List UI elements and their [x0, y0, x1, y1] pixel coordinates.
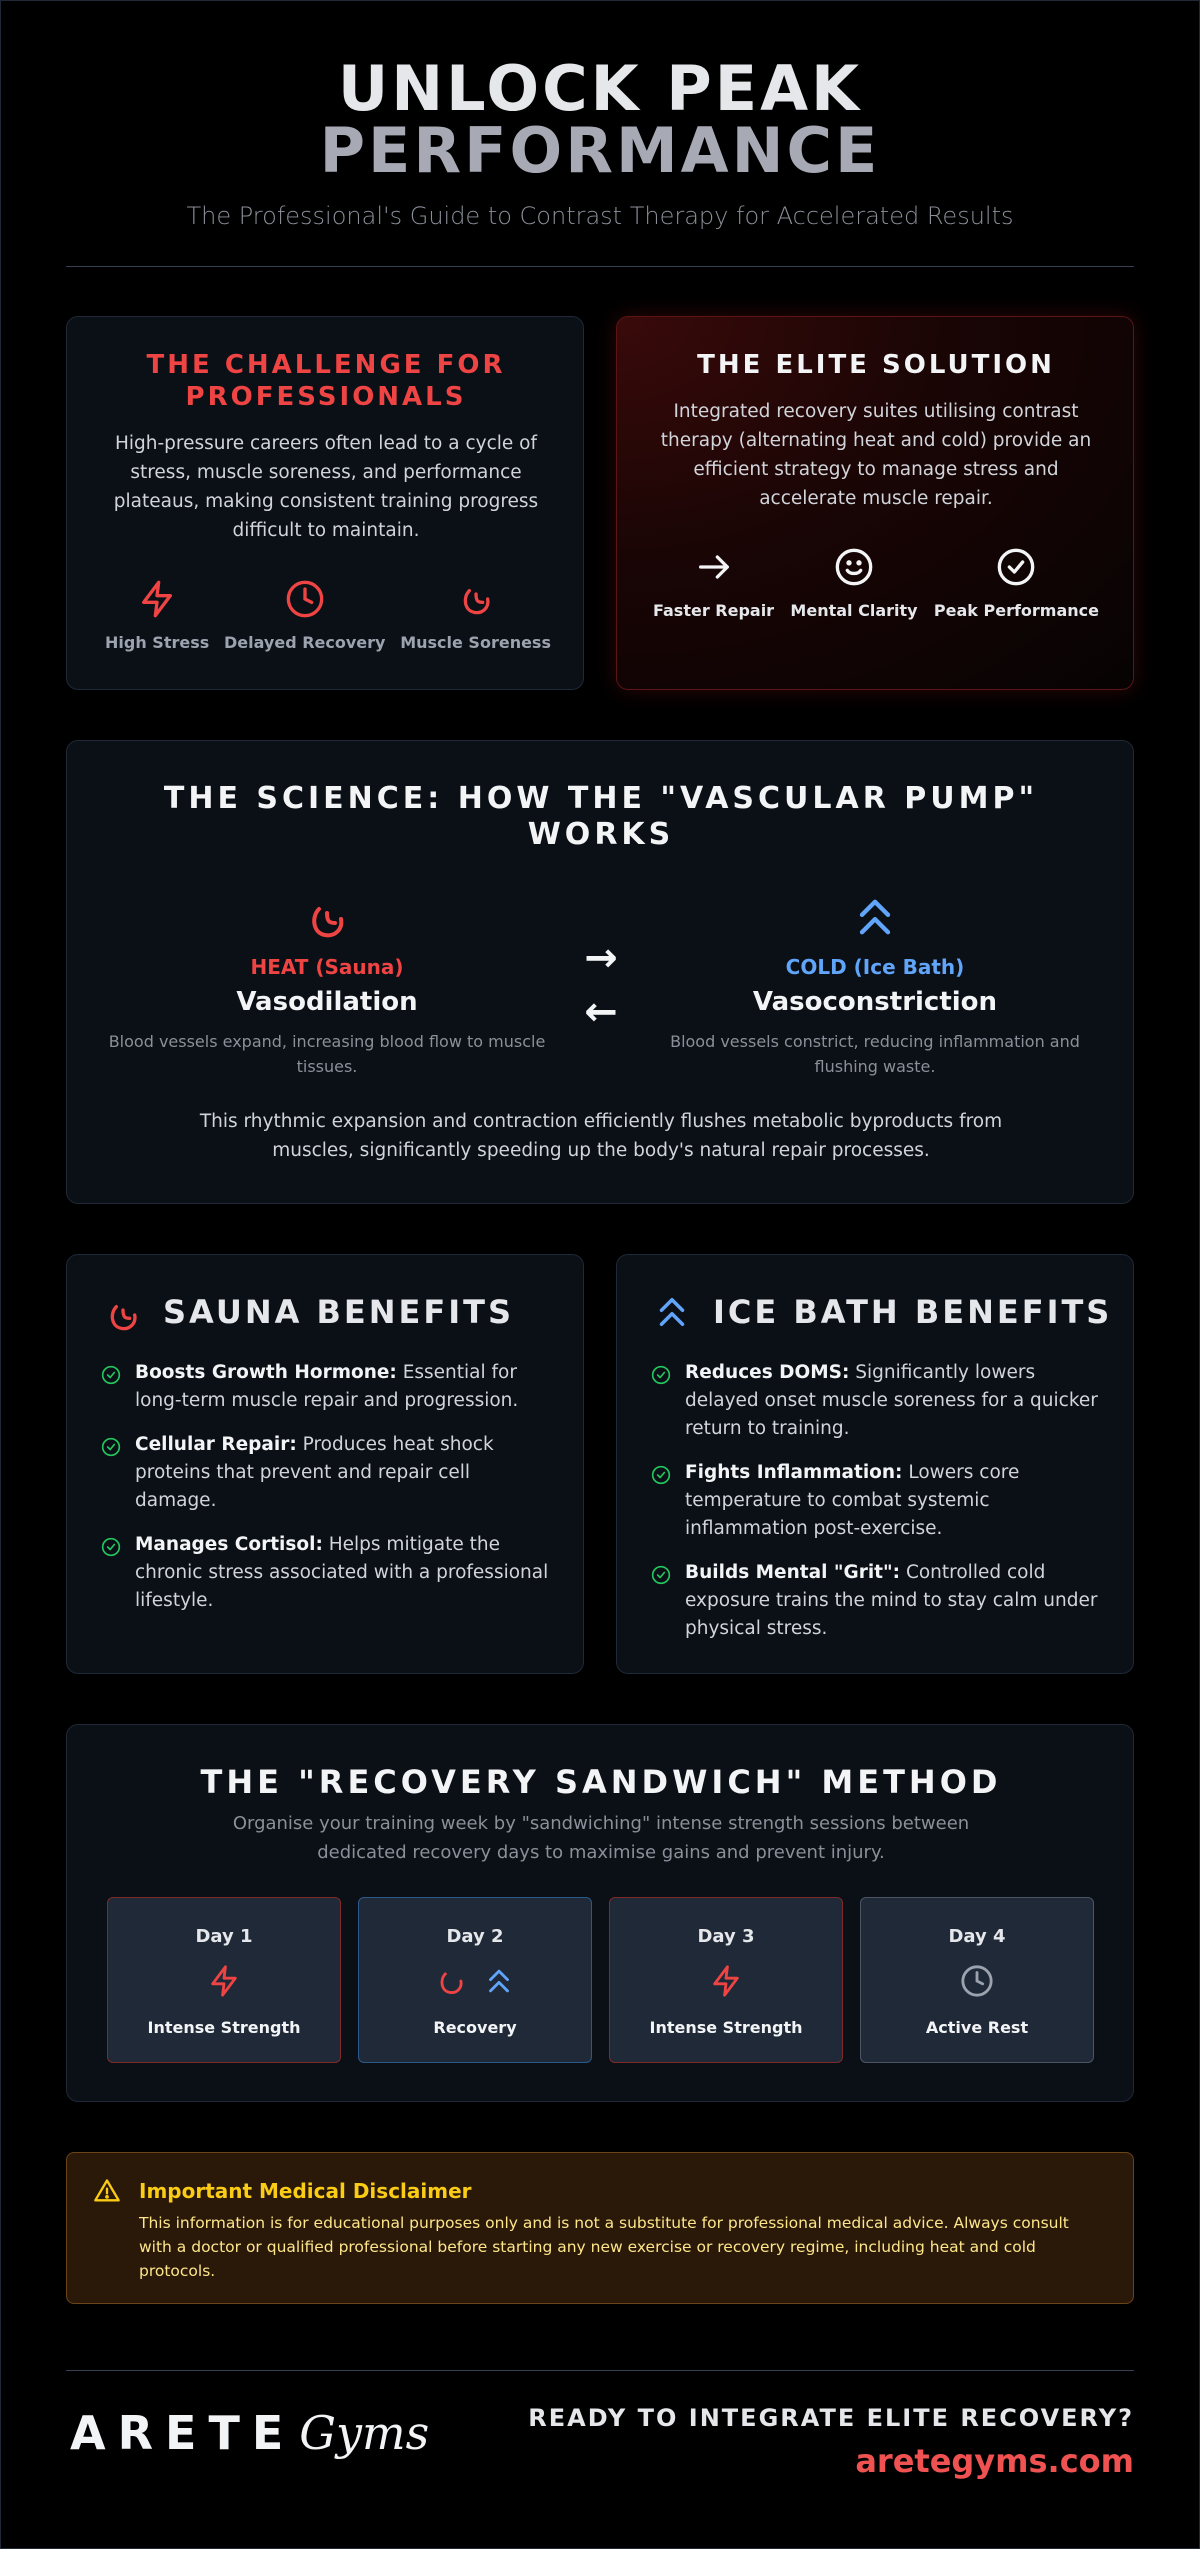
benefit-text: Essential for long-term muscle repair and progression. [135, 1362, 519, 1411]
icon-label: Delayed Recovery [223, 633, 386, 652]
recovery-sandwich-card [66, 1724, 1134, 2102]
day-title: Day 1 [195, 1926, 253, 1947]
benefit-text: Controlled cold exposure trains the mind to stay calm under physical stress. [685, 1562, 1098, 1639]
logo-wordmark: ARETE [70, 2406, 296, 2460]
science-title: THE SCIENCE: HOW THE "VASCULAR PUMP" WORKS [163, 781, 1039, 852]
heat-name: Vasodilation [236, 987, 418, 1017]
day-card-4 [860, 1897, 1094, 2063]
disclaimer-title: Important Medical Disclaimer [139, 2179, 472, 2203]
challenge-text: High-pressure careers often lead to a cycle of stress, muscle soreness, and performance plateaus, making consistent training progress difficult to maintain. [113, 433, 539, 541]
sandwich-title: THE "RECOVERY SANDWICH" METHOD [200, 1763, 1002, 1801]
clock-icon [285, 579, 325, 619]
day-card-2 [358, 1897, 592, 2063]
sauna-benefits-title: SAUNA BENEFITS [163, 1293, 515, 1331]
page-title [66, 52, 1134, 187]
day-label: Intense Strength [147, 2018, 301, 2037]
flame-icon [456, 579, 496, 619]
day-icon-wrap [359, 1964, 591, 1998]
heat-column [107, 895, 547, 1079]
check-circle-icon [651, 1365, 671, 1385]
challenge-card [66, 316, 584, 690]
flame-icon [434, 1964, 468, 1998]
icon-label: Muscle Soreness [400, 633, 551, 652]
smile-icon [834, 547, 874, 587]
check-circle-icon [651, 1465, 671, 1485]
day-card-3 [609, 1897, 843, 2063]
flame-icon [303, 895, 351, 943]
icon-label: High Stress [105, 633, 210, 652]
benefit-text: Lowers core temperature to combat systemic inflammation post-exercise. [685, 1462, 1020, 1539]
logo-script: Gyms [299, 2406, 430, 2460]
day-title: Day 3 [697, 1926, 755, 1947]
check-circle-icon [651, 1565, 671, 1585]
lightning-icon [137, 579, 177, 619]
double-chevron-up-icon [849, 891, 901, 943]
benefit-heading: Builds Mental "Grit": [685, 1562, 901, 1583]
challenge-title: THE CHALLENGE FOR PROFESSIONALS [146, 350, 506, 412]
arrow-right-icon [694, 547, 734, 587]
arete-gyms-logo [70, 2406, 429, 2460]
cold-column [655, 891, 1095, 1079]
exchange-arrows [575, 931, 627, 1039]
cold-desc: Blood vessels constrict, reducing inflammation and flushing waste. [670, 1032, 1080, 1076]
icon-label: Faster Repair [653, 601, 775, 620]
list-item [101, 1359, 553, 1415]
arrow-right-icon: → [584, 935, 618, 981]
medical-disclaimer [66, 2152, 1134, 2304]
benefit-heading: Manages Cortisol: [135, 1534, 323, 1555]
ice-bath-benefits-list [651, 1359, 1103, 1659]
ice-bath-benefits-title: ICE BATH BENEFITS [713, 1293, 1113, 1331]
solution-item-mental-clarity [790, 547, 917, 620]
check-circle-icon [101, 1365, 121, 1385]
warning-icon [93, 2177, 121, 2205]
website-link[interactable]: aretegyms.com [855, 2442, 1134, 2480]
list-item [101, 1531, 553, 1615]
solution-card [616, 316, 1134, 690]
list-item [651, 1359, 1103, 1443]
day-title: Day 2 [446, 1926, 504, 1947]
day-icon-wrap [610, 1964, 842, 1998]
day-label: Recovery [433, 2018, 517, 2037]
challenge-icons [105, 579, 551, 652]
sauna-benefits-list [101, 1359, 553, 1631]
title-line-2: PERFORMANCE [319, 114, 881, 187]
science-card [66, 740, 1134, 1204]
solution-title: THE ELITE SOLUTION [697, 350, 1055, 380]
double-chevron-up-icon [482, 1964, 516, 1998]
disclaimer-text: This information is for educational purposes only and is not a substitute for professional medical advice. Always consult with a doctor or qualified professional before starting any new exercise or recovery regime, including heat and cold protocols. [139, 2214, 1069, 2280]
benefit-text: Produces heat shock proteins that prevent and repair cell damage. [135, 1434, 494, 1511]
challenge-item-muscle-soreness [400, 579, 551, 652]
solution-text: Integrated recovery suites utilising contrast therapy (alternating heat and cold) provide an efficient strategy to manage stress and accelerate muscle repair. [660, 401, 1092, 509]
page-subtitle: The Professional's Guide to Contrast Therapy for Accelerated Results [186, 202, 1014, 230]
cta-heading: READY TO INTEGRATE ELITE RECOVERY? [528, 2404, 1134, 2432]
check-circle-icon [101, 1437, 121, 1457]
sandwich-subtitle: Organise your training week by "sandwiching" intense strength sessions between dedicated recovery days to maximise gains and prevent injury. [232, 1813, 970, 1863]
title-line-1: UNLOCK PEAK [337, 52, 863, 125]
cold-name: Vasoconstriction [752, 987, 998, 1017]
solution-item-faster-repair [653, 547, 774, 620]
day-card-1 [107, 1897, 341, 2063]
benefit-text: Significantly lowers delayed onset muscle soreness for a quicker return to training. [685, 1362, 1098, 1439]
day-icon-wrap [108, 1964, 340, 1998]
icon-label: Mental Clarity [790, 601, 918, 620]
list-item [651, 1459, 1103, 1543]
benefit-heading: Cellular Repair: [135, 1434, 297, 1455]
cold-tag: COLD (Ice Bath) [785, 955, 965, 979]
solution-icons [653, 547, 1099, 620]
divider [66, 2370, 1134, 2371]
heat-desc: Blood vessels expand, increasing blood flow to muscle tissues. [108, 1032, 546, 1076]
day-label: Active Rest [925, 2018, 1029, 2037]
day-title: Day 4 [948, 1926, 1006, 1947]
benefit-heading: Fights Inflammation: [685, 1462, 903, 1483]
benefit-heading: Reduces DOMS: [685, 1362, 850, 1383]
lightning-icon [709, 1964, 743, 1998]
clock-icon [960, 1964, 994, 1998]
benefit-text: Helps mitigate the chronic stress associated with a professional lifestyle. [135, 1534, 549, 1611]
challenge-item-delayed-recovery [224, 579, 385, 652]
day-label: Intense Strength [649, 2018, 803, 2037]
sauna-benefits-card [66, 1254, 584, 1674]
ice-bath-benefits-card [616, 1254, 1134, 1674]
benefit-heading: Boosts Growth Hormone: [135, 1362, 397, 1383]
double-chevron-up-icon [651, 1291, 693, 1333]
check-circle-icon [101, 1537, 121, 1557]
check-circle-icon [996, 547, 1036, 587]
divider [66, 266, 1134, 267]
arrow-left-icon: ← [584, 989, 618, 1035]
lightning-icon [207, 1964, 241, 1998]
day-icon-wrap [861, 1964, 1093, 1998]
icon-label: Peak Performance [933, 601, 1099, 620]
list-item [101, 1431, 553, 1515]
heat-tag: HEAT (Sauna) [250, 955, 404, 979]
science-summary: This rhythmic expansion and contraction efficiently flushes metabolic byproducts from muscles, significantly speeding up the body's natural repair processes. [199, 1111, 1003, 1161]
challenge-item-high-stress [105, 579, 209, 652]
flame-icon [103, 1295, 143, 1335]
list-item [651, 1559, 1103, 1643]
solution-item-peak-performance [934, 547, 1099, 620]
